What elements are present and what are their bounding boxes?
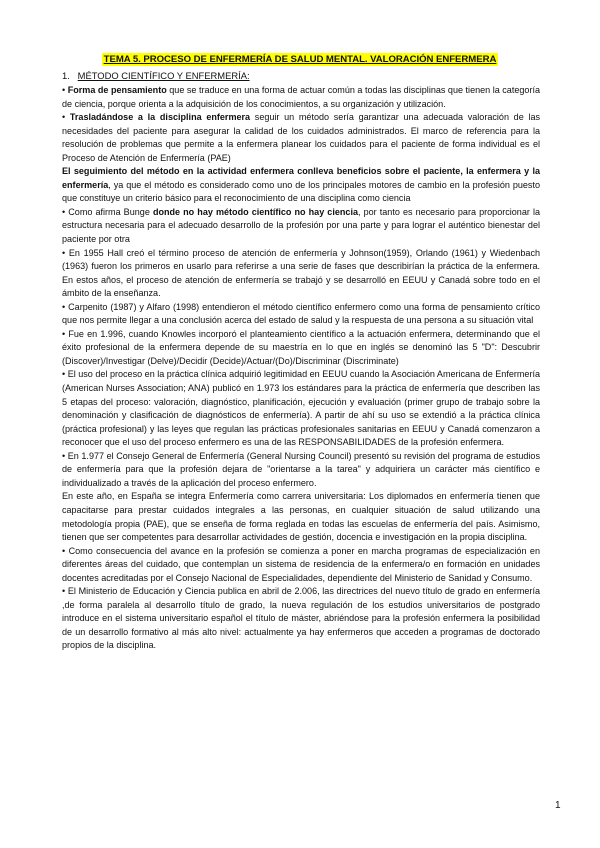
paragraph: En este año, en España se integra Enfermería como carrera universitaria: Los diplomados en enfermería tienen que capacitarse para prestar cuidados integrales a las personas, en cualquier situación de salud utilizando una metodología propia (PAE), que se enseña de forma reglada en todas las escuelas de enfermería del país. Asimismo, tienen que ser competentes para desarrollar actividades de gestión, docencia e investigación en la propia disciplina. <box>62 491 540 543</box>
paragraph: • Trasladándose a la disciplina enfermera seguir un método sería garantizar una adecuada valoración de las necesidades del paciente para asegurar la calidad de los cuidados administrados. El marco de referencia para la resolución de problemas que permite a la enfermera planear los cuidados para el paciente de forma individual es el Proceso de Atención de Enfermería (PAE) <box>62 112 541 163</box>
paragraph: • En 1955 Hall creó el término proceso de atención de enfermería y Johnson(1959), Orlando (1961) y Wiedenbach (1963) fueron los primeros en usarlo para referirse a una serie de fases que describirían la práctica de la enfermera. En estos años, el proceso de atención de enfermería se trabajó y se desarrolló en EEUU y Canadá sobre todo en el ámbito de la enseñanza. <box>62 247 540 299</box>
paragraph: • El uso del proceso en la práctica clínica adquirió legitimidad en EEUU cuando la Asociación Americana de Enfermería (American Nurses Association; ANA) publicó en 1.973 los estándares para la práctica de enfermería que describen las 5 etapas del proceso: valoración, diagnóstico, planificación, ejecución y evaluación (primer grupo de trabajo sobre la denominación y clasificación de diagnósticos de enfermería). A partir de ahí su uso se extendió a la práctica clínica (práctica profesional) y las leyes que regulan las prácticas profesionales sanitarias en EEUU y Canadá comenzaron a reconocer que el uso del proceso enfermero es una de las RESPONSABILIDADES de la profesión enfermera. <box>62 369 540 448</box>
paragraph: • Forma de pensamiento que se traduce en una forma de actuar común a todas las disciplinas que tienen la categoría de ciencia, porque orienta a la adquisición de los conocimientos, a su organización y utilización. <box>62 85 540 109</box>
section-heading <box>62 70 250 81</box>
paragraph: • Como afirma Bunge donde no hay método científico no hay ciencia, por tanto es necesario para proporcionar la estructura necesaria para el adecuado desarrollo de la profesión por una parte y para lograr el auténtico bienestar del paciente por otra <box>62 206 541 245</box>
section-heading-text: MÉTODO CIENTÍFICO Y ENFERMERÍA: <box>77 70 250 81</box>
paragraph: • Fue en 1.996, cuando Knowles incorporó el planteamiento científico a la actuación enfermera, determinando que el éxito profesional de la enfermera depende de su maestría en lo que en inglés se denominó las 5 "D": Descubrir (Discover)/Investigar (Delve)/Decidir (Decide)/Actuar/(Do)/Discriminar (Discriminate) <box>62 328 540 366</box>
paragraph: El seguimiento del método en la actividad enfermera conlleva beneficios sobre el paciente, la enfermera y la enfermería, ya que el método es considerado como uno de los principales motores de cambio en la profesión puesto que constituye un criterio básico para el reconocimiento de una disciplina como ciencia <box>62 166 540 204</box>
page-number: 1 <box>555 800 561 811</box>
paragraph: • En 1.977 el Consejo General de Enfermería (General Nursing Council) presentó su revisión del programa de estudios de enfermería para que la profesión dejara de "orientarse a la tarea" y adquiriera un carácter más científico e individualizado a través de la aplicación del proceso enfermero. <box>62 450 540 488</box>
document-title-wrap <box>0 49 600 67</box>
paragraph: • El Ministerio de Educación y Ciencia publica en abril de 2.006, las directrices del nuevo título de grado en enfermería ,de forma paralela al desarrollo título de grado, la nueva regulación de los estudios universitarios de postgrado introduce en el sistema universitario español el título de máster, abriéndose para la profesión enfermera la posibilidad de un desarrollo formativo al más alto nivel: actualmente ya hay enfermeros que acceden a programas de doctorado propios de la disciplina. <box>62 586 540 651</box>
section-number: 1. <box>62 70 70 81</box>
paragraph: • Carpenito (1987) y Alfaro (1998) entendieron el método científico enfermero como una forma de pensamiento crítico que nos permite llegar a una conclusión acerca del estado de salud y la respuesta de una persona a su situación vital <box>62 301 540 326</box>
paragraph: • Como consecuencia del avance en la profesión se comienza a poner en marcha programas de especialización en diferentes áreas del cuidado, que contemplan un sistema de residencia de la enfermera/o en formación en unidades docentes acreditadas por el Consejo Nacional de Especialidades, dependiente del Ministerio de Sanidad y Consumo. <box>62 545 540 583</box>
document-body <box>62 84 540 653</box>
document-title: TEMA 5. PROCESO DE ENFERMERÍA DE SALUD MENTAL. VALORACIÓN ENFERMERA <box>103 54 497 65</box>
